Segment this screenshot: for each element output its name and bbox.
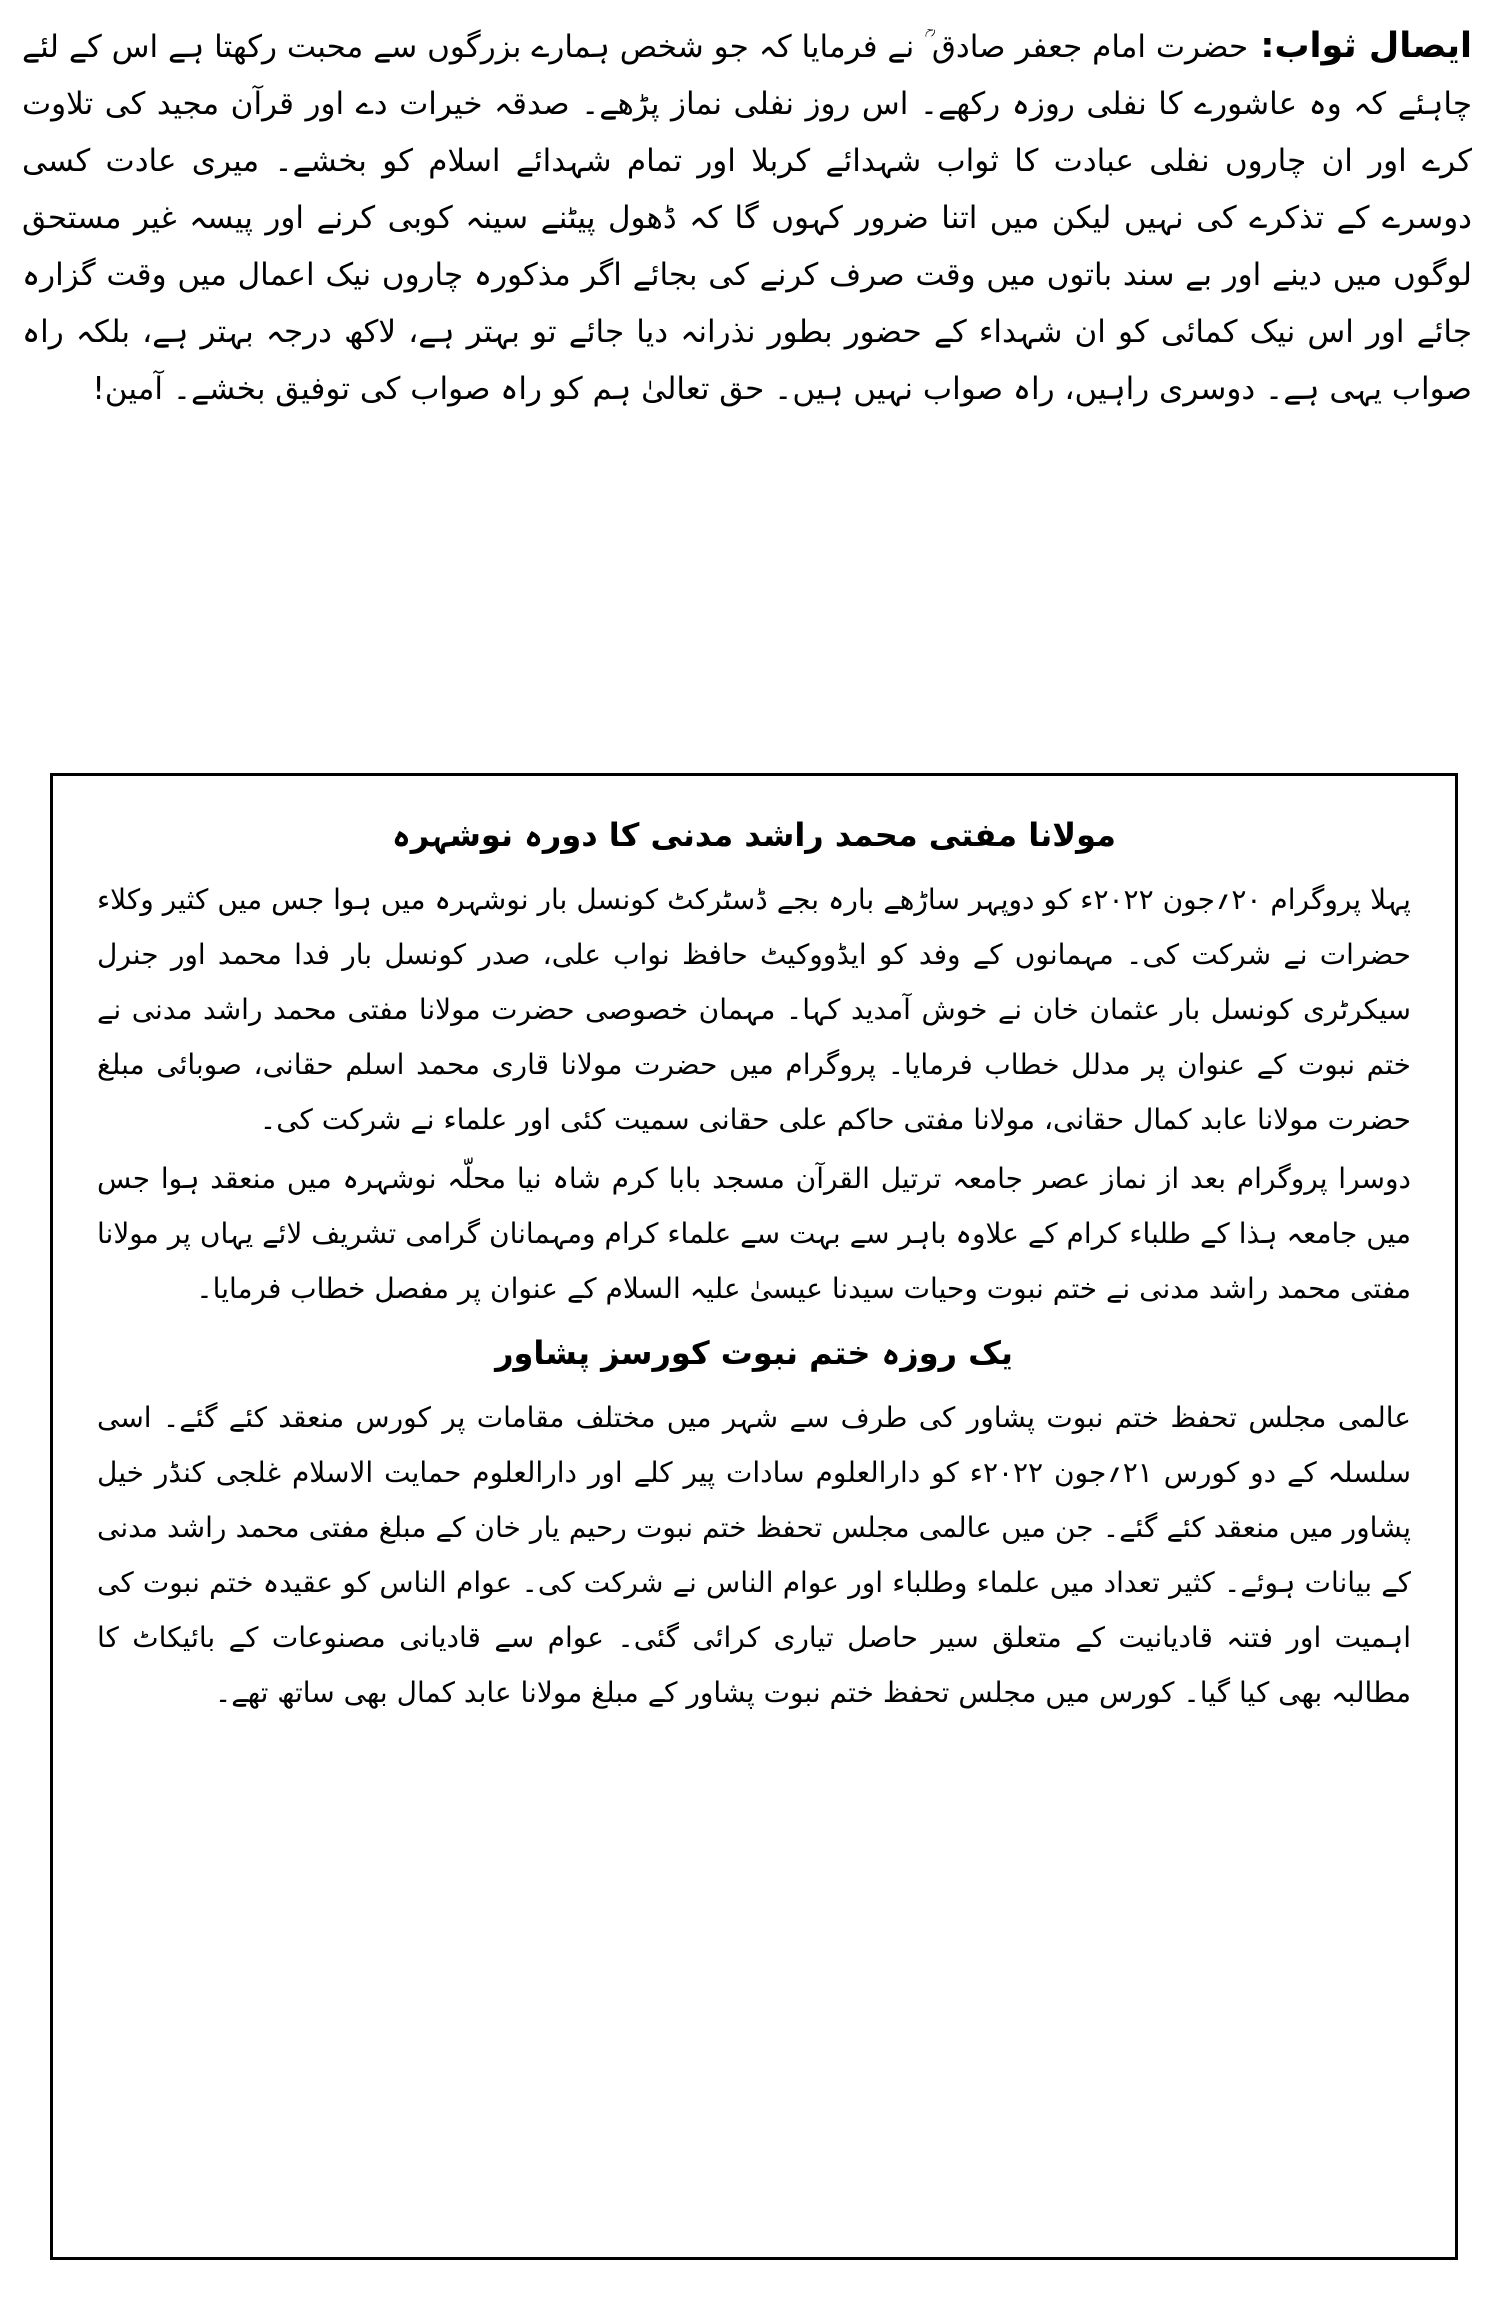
news-paragraph-second-program: دوسرا پروگرام بعد از نماز عصر جامعہ ترتیل القرآن مسجد بابا کرم شاہ نیا محلّہ نوشہرہ میں منعقد ہوا جس میں جامعہ ہذا کے طلباء کرام کے علاوہ باہر سے بہت سے علماء کرام ومہمانان گرامی تشریف لائے یہاں پر مولانا مفتی محمد راشد مدنی نے ختم نبوت وحیات سیدنا عیسیٰ علیہ السلام کے عنوان پر مفصل خطاب فرمایا۔	[97, 1162, 1411, 1305]
news-paragraph-first-program: پہلا پروگرام ۲۰؍جون ۲۰۲۲ء کو دوپہر ساڑھے بارہ بجے ڈسٹرکٹ کونسل بار نوشہرہ میں ہوا جس میں کثیر وکلاء حضرات نے شرکت کی۔ مہمانوں کے وفد کو ایڈووکیٹ حافظ نواب علی، صدر کونسل بار فدا محمد اور جنرل سیکرٹری کونسل بار عثمان خان نے خوش آمدید کہا۔ مہمان خصوصی حضرت مولانا مفتی محمد راشد مدنی نے ختم نبوت کے عنوان پر مدلل خطاب فرمایا۔ پروگرام میں حضرت مولانا قاری محمد اسلم حقانی، صوبائی مبلغ حضرت مولانا عابد کمال حقانی، مولانا مفتی حاکم علی حقانی سمیت کئی اور علماء نے شرکت کی۔	[97, 883, 1411, 1136]
news-heading-nowshera-tour: مولانا مفتی محمد راشد مدنی کا دورہ نوشہرہ	[392, 816, 1116, 854]
article-lead-title: ایصال ثواب:	[1248, 26, 1472, 66]
news-heading-peshawar-courses: یک روزہ ختم نبوت کورسز پشاور	[495, 1334, 1013, 1372]
news-paragraph-peshawar-courses: عالمی مجلس تحفظ ختم نبوت پشاور کی طرف سے شہر میں مختلف مقامات پر کورس منعقد کئے گئے۔ اسی سلسلہ کے دو کورس ۲۱؍جون ۲۰۲۲ء کو دارالعلوم سادات پیر کلے اور دارالعلوم حمایت الاسلام غلجی کنڈر خیل پشاور میں منعقد کئے گئے۔ جن میں عالمی مجلس تحفظ ختم نبوت رحیم یار خان کے مبلغ مفتی محمد راشد مدنی کے بیانات ہوئے۔ کثیر تعداد میں علماء وطلباء اور عوام الناس نے شرکت کی۔ عوام الناس کو عقیدہ ختم نبوت کی اہمیت اور فتنہ قادیانیت کے متعلق سیر حاصل تیاری کرائی گئی۔ عوام سے قادیانی مصنوعات کے بائیکاٹ کا مطالبہ بھی کیا گیا۔ کورس میں مجلس تحفظ ختم نبوت پشاور کے مبلغ مولانا عابد کمال بھی ساتھ تھے۔	[97, 1401, 1411, 1709]
isal-e-sawab-article	[22, 18, 1472, 418]
news-box	[50, 773, 1458, 2260]
article-paragraph	[22, 18, 1472, 418]
article-closing-amen: آمین!	[92, 371, 163, 407]
article-body-text: حضرت امام جعفر صادق ؒ نے فرمایا کہ جو شخص ہمارے بزرگوں سے محبت رکھتا ہے اس کے لئے چاہئے کہ وہ عاشورے کا نفلی روزہ رکھے۔ اس روز نفلی نماز پڑھے۔ صدقہ خیرات دے اور قرآن مجید کی تلاوت کرے اور ان چاروں نفلی عبادت کا ثواب شہدائے کربلا اور تمام شہدائے اسلام کو بخشے۔ میری عادت کسی دوسرے کے تذکرے کی نہیں لیکن میں اتنا ضرور کہوں گا کہ ڈھول پیٹنے سینہ کوبی کرنے اور پیسہ غیر مستحق لوگوں میں دینے اور بے سند باتوں میں وقت صرف کرنے کی بجائے اگر مذکورہ چاروں نیک اعمال میں وقت گزارہ جائے اور اس نیک کمائی کو ان شہداء کے حضور بطور نذرانہ دیا جائے تو بہتر ہے، لاکھ درجہ بہتر ہے، بلکہ راہ صواب یہی ہے۔ دوسری راہیں، راہ صواب نہیں ہیں۔ حق تعالیٰ ہم کو راہ صواب کی توفیق بخشے۔	[22, 29, 1472, 407]
